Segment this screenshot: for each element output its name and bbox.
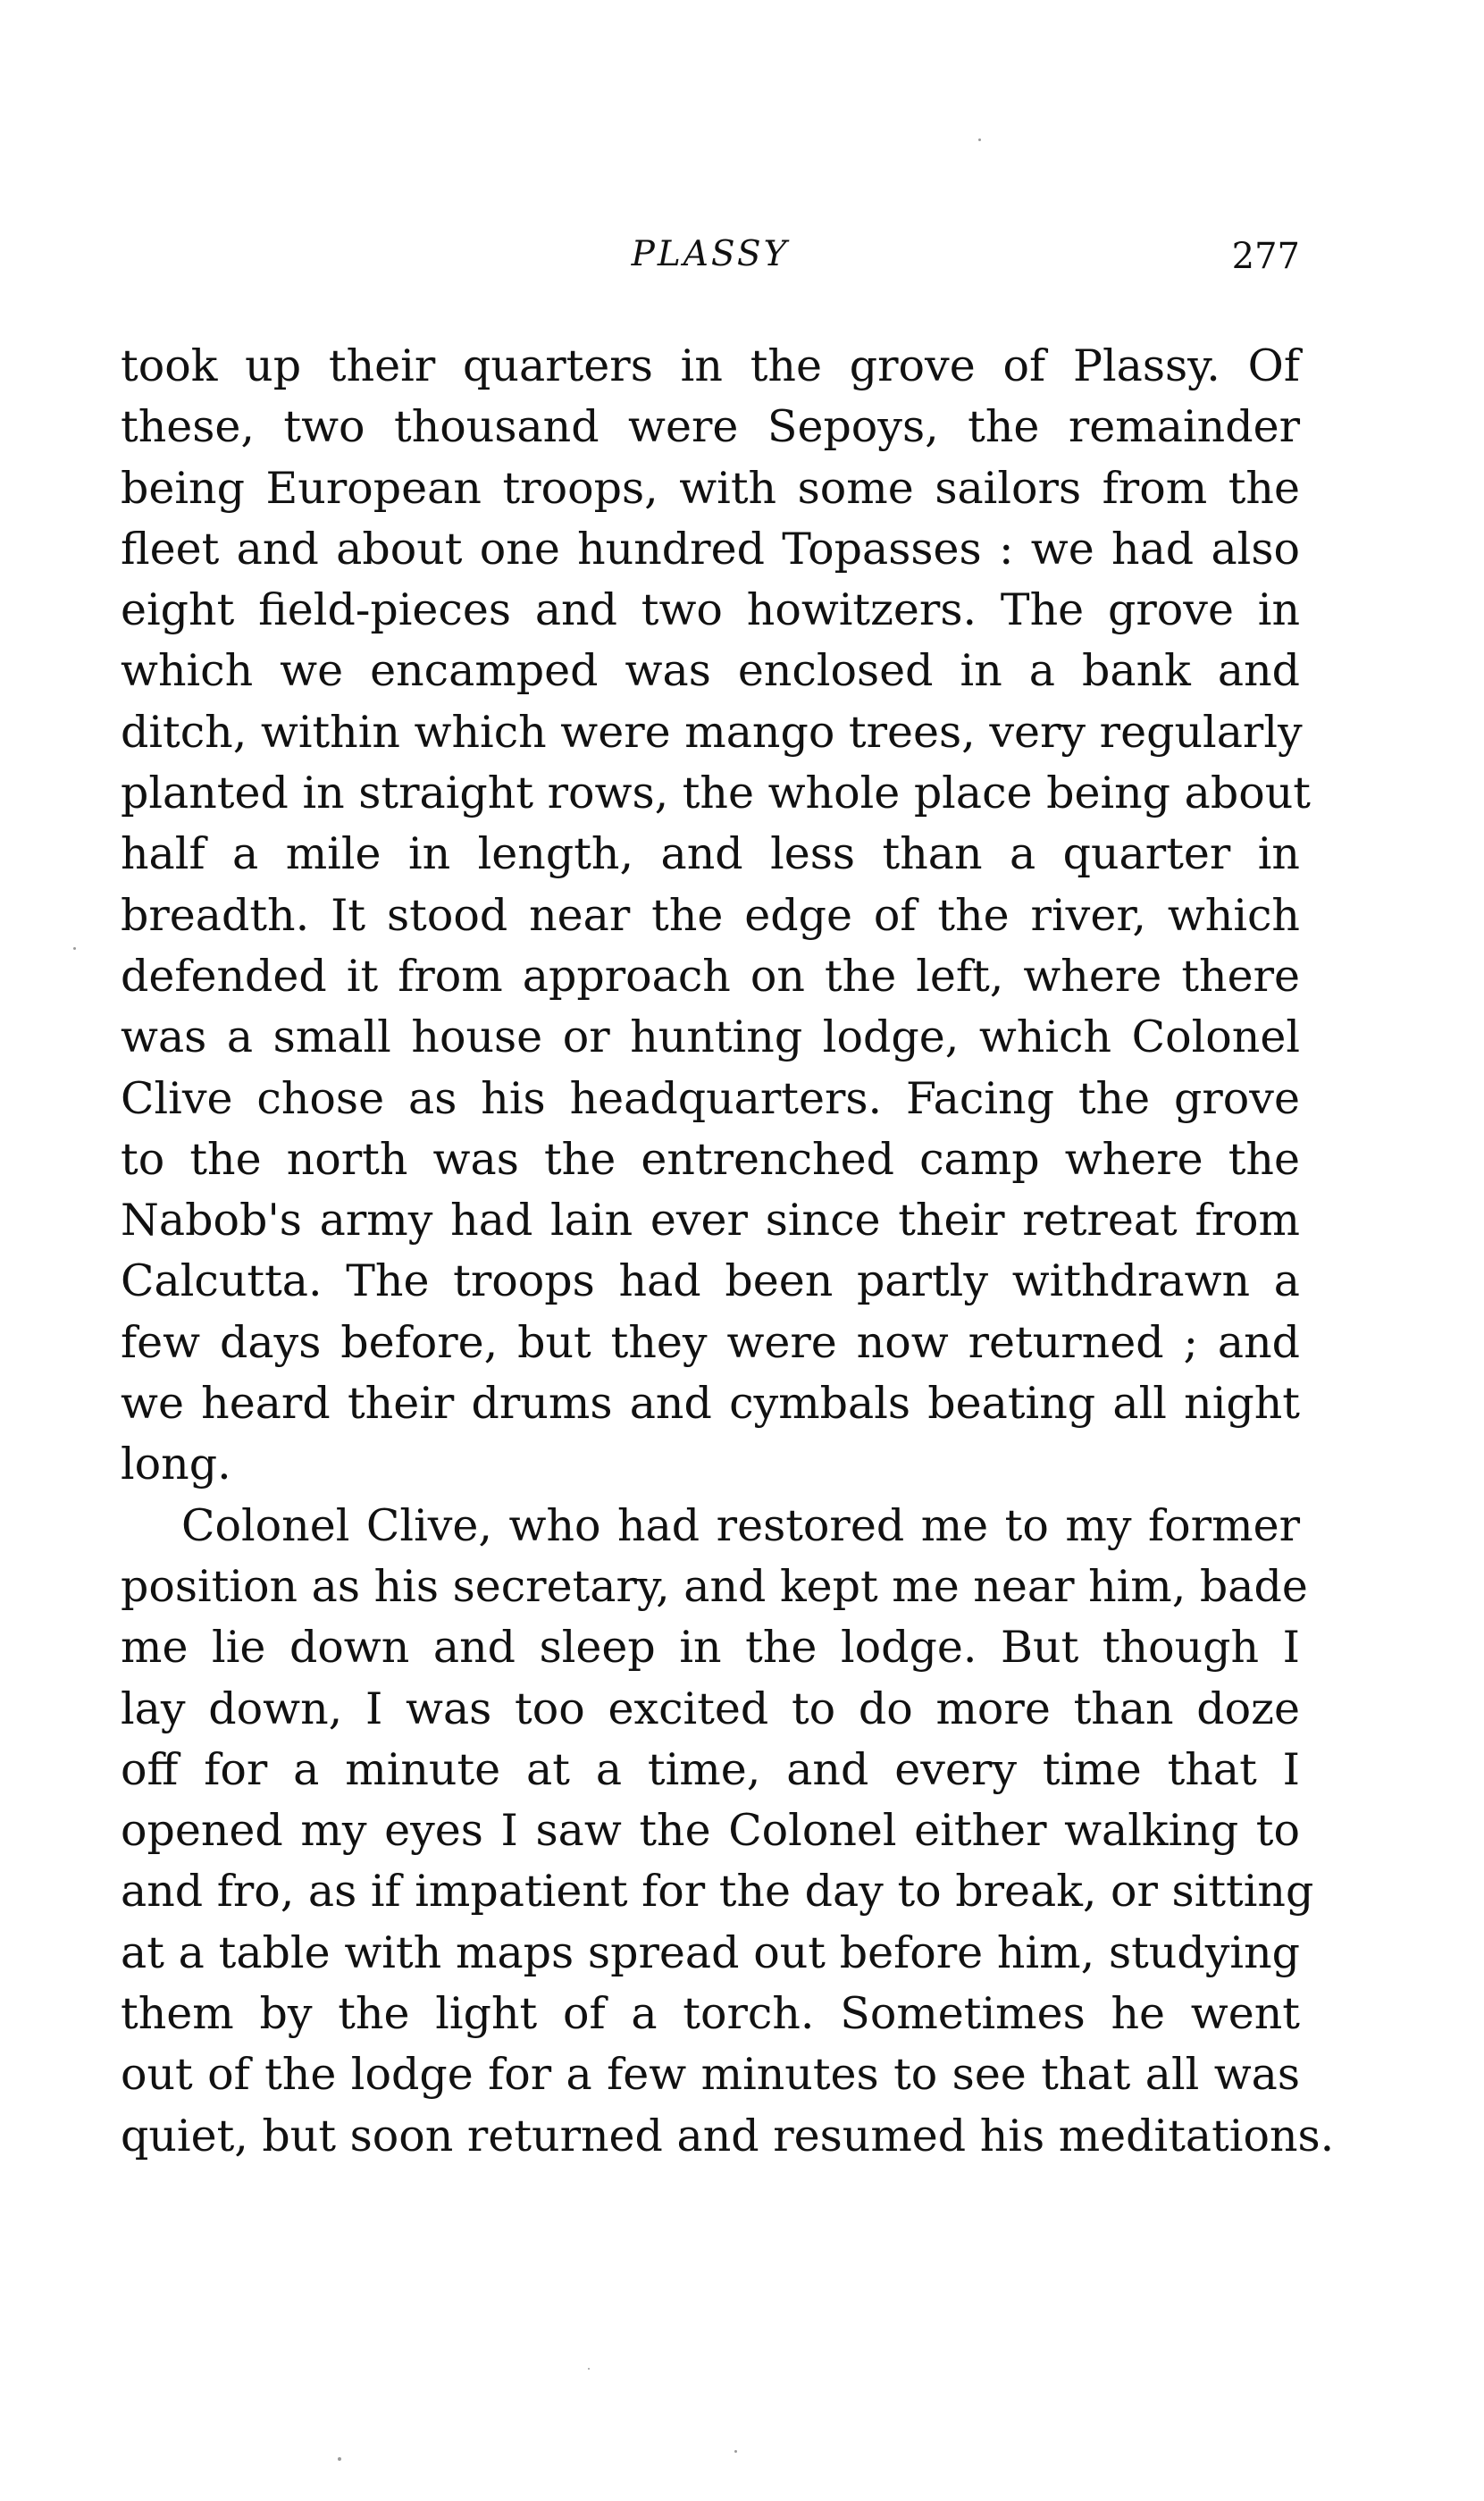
text-line: lay down, I was too excited to do more than doze — [121, 1683, 1300, 1734]
text-line: eight field-pieces and two howitzers. The grove in — [121, 584, 1300, 636]
text-line: Clive chose as his headquarters. Facing the grove — [121, 1072, 1300, 1124]
paragraph-2 — [121, 1496, 1335, 2167]
paper-speck — [978, 138, 981, 141]
text-line: being European troops, with some sailors from the — [121, 462, 1300, 514]
text-line: position as his secretary, and kept me near him, bade — [121, 1560, 1308, 1612]
text-line: planted in straight rows, the whole place being about — [121, 768, 1311, 819]
text-line: quiet, but soon returned and resumed his meditations. — [121, 2110, 1335, 2161]
text-line: took up their quarters in the grove of Plassy. Of — [121, 340, 1300, 391]
text-line: Nabob's army had lain ever since their retreat from — [121, 1195, 1300, 1246]
text-line: Colonel Clive, who had restored me to my former — [181, 1499, 1300, 1551]
text-line: breadth. It stood near the edge of the river, which — [121, 889, 1300, 941]
text-line: at a table with maps spread out before him, studying — [121, 1926, 1300, 1978]
text-line: fleet and about one hundred Topasses : we had also — [121, 523, 1300, 575]
text-line: was a small house or hunting lodge, which Colonel — [121, 1011, 1300, 1063]
text-line: few days before, but they were now returned ; and — [121, 1316, 1300, 1368]
page-number: 277 — [1231, 236, 1300, 277]
text-line: me lie down and sleep in the lodge. But though I — [121, 1622, 1300, 1674]
text-line: ditch, within which were mango trees, very regularly — [121, 706, 1303, 758]
paragraph-1 — [121, 336, 1311, 1496]
paper-speck — [338, 2457, 341, 2461]
text-line: out of the lodge for a few minutes to see that all was — [121, 2049, 1300, 2101]
text-line: and fro, as if impatient for the day to break, or sitting — [121, 1866, 1314, 1918]
text-line: off for a minute at a time, and every time that I — [121, 1743, 1300, 1795]
text-line: which we encamped was enclosed in a bank and — [121, 645, 1300, 697]
paper-speck — [734, 2450, 737, 2453]
body-text — [121, 336, 1335, 2167]
text-line: these, two thousand were Sepoys, the remainder — [121, 401, 1300, 453]
paper-speck — [588, 2368, 590, 2370]
text-line: them by the light of a torch. Sometimes he went — [121, 1988, 1300, 2040]
running-head — [121, 234, 1300, 288]
running-title: PLASSY — [631, 234, 790, 274]
text-line: defended it from approach on the left, where there — [121, 950, 1300, 1002]
text-line: long. — [121, 1439, 231, 1490]
paper-speck — [73, 947, 76, 950]
text-line: we heard their drums and cymbals beating all night — [121, 1378, 1300, 1430]
text-line: to the north was the entrenched camp where the — [121, 1133, 1300, 1185]
text-line: Calcutta. The troops had been partly withdrawn a — [121, 1255, 1300, 1307]
text-line: opened my eyes I saw the Colonel either walking to — [121, 1805, 1300, 1857]
text-line: half a mile in length, and less than a quarter in — [121, 828, 1300, 880]
